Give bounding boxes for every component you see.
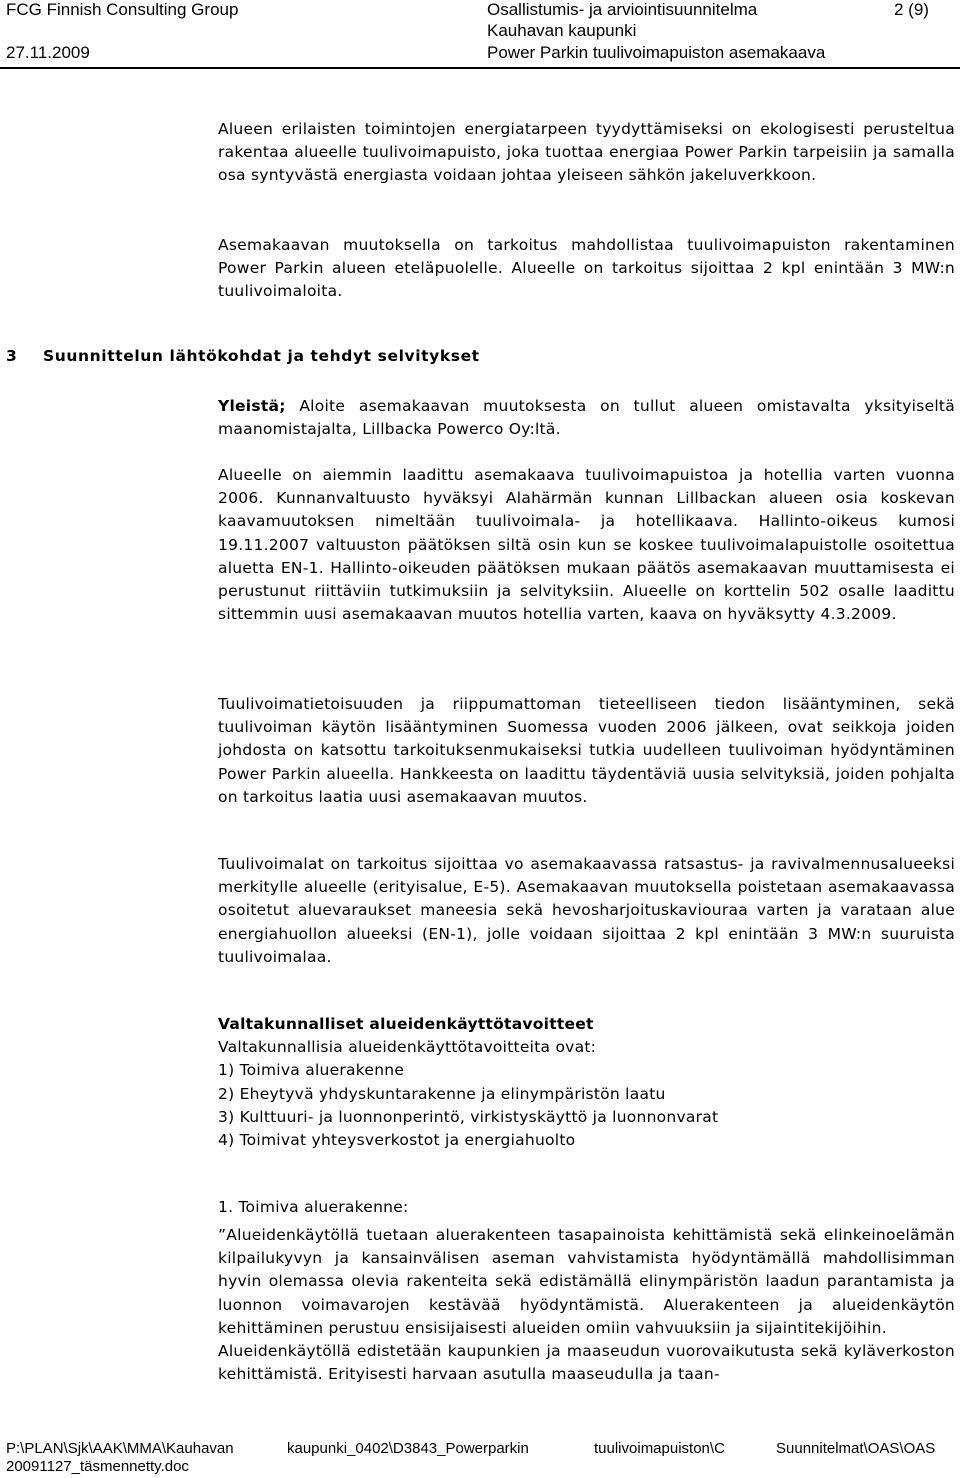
objective-item: 4) Toimivat yhteysverkostot ja energiahuolto	[218, 1131, 576, 1150]
history-text: Alueelle on aiemmin laadittu asemakaava tuulivoimapuistoa ja hotellia varten vuonna 2006. Kunnanvaltuusto hyväksyi Alahärmän kunnan Lillbackan alueen osia koskevan kaavamuutoksen nimeltään tuulivoimala- ja hotellikaava. Hallinto-oikeus kumosi 19.11.2007 valtuuston päätöksen siltä osin kun se koskee tuulivoimalapuistolle osoitettua aluetta EN-1. Hallinto-oikeuden päätöksen mukaan päätös asemakaavan muuttamisesta ei perustunut riittäviin tutkimuksiin ja selvityksiin. Alueelle on korttelin 502 osalle laadittu sittemmin uusi asemakaavan muutos hotellia varten, kaava on hyväksytty 4.3.2009.	[218, 466, 955, 624]
intro-text-2: Asemakaavan muutoksella on tarkoitus mahdollistaa tuulivoimapuiston rakentaminen Power Parkin alueen eteläpuolelle. Alueelle on tarkoitus sijoittaa 2 kpl enintään 3 MW:n tuulivoimaloita.	[218, 236, 955, 301]
company-name: FCG Finnish Consulting Group	[6, 0, 239, 19]
objective-1-block	[218, 1196, 955, 1219]
general-text: Aloite asemakaavan muutoksesta on tullut alueen omistavalta yksityiseltä maanomistajalta, Lillbacka Powerco Oy:ltä.	[218, 397, 955, 439]
footer-path-4: Suunnitelmat\OAS\OAS	[776, 1440, 936, 1457]
page-number: 2 (9)	[894, 0, 929, 19]
section-number: 3	[6, 347, 18, 365]
plan-text: Tuulivoimalat on tarkoitus sijoittaa vo asemakaavassa ratsastus- ja ravivalmennusalueeksi merkitylle alueelle (erityisalue, E-5). Asemakaavan muutoksella poistetaan asemakaavassa osoitetut aluevaraukset maneesia sekä hevosharjoituskaviouraa varten ja varataan alue energiahuollon alueeksi (EN-1), jolle voidaan sijoittaa 2 kpl enintään 3 MW:n suuruista tuulivoimalaa.	[218, 855, 955, 966]
research-paragraph	[218, 693, 955, 809]
footer-path-1: P:\PLAN\Sjk\AAK\MMA\Kauhavan	[6, 1440, 234, 1457]
section-title: Suunnittelun lähtökohdat ja tehdyt selvitykset	[43, 347, 480, 365]
intro-paragraph-1	[218, 118, 955, 188]
objective-1-quote: ”Alueidenkäytöllä tuetaan aluerakenteen tasapainoista kehittämistä sekä elinkeinoelämän kilpailukyvyn ja kansainvälisen aseman vahvistamista hyödyntämällä mahdollisimman hyvin olemassa olevia rakenteita sekä edistämällä elinympäristön laadun parantamista ja luonnon voimavarojen kestävää hyödyntämistä. Aluerakenteen ja alueidenkäytön kehittäminen perustuu ensisijaisesti alueiden omiin vahvuuksiin ja sijaintitekijöihin.	[218, 1226, 955, 1337]
intro-paragraph-2	[218, 234, 955, 304]
research-text: Tuulivoimatietoisuuden ja riippumattoman tieteelliseen tiedon lisääntyminen, sekä tuulivoiman käytön lisääntyminen Suomessa vuoden 2006 jälkeen, ovat seikkoja joiden johdosta on katsottu tarkoituksenmukaiseksi tutkia uudelleen tuulivoiman hyödyntäminen Power Parkin alueella. Hankkeesta on laadittu täydentäviä uusia selvityksiä, joiden pohjalta on tarkoitus laatia uusi asemakaavan muutos.	[218, 695, 955, 806]
document-date: 27.11.2009	[6, 43, 90, 62]
footer-path-2: kaupunki_0402\D3843_Powerparkin	[287, 1440, 529, 1457]
municipality-name: Kauhavan kaupunki	[487, 21, 637, 40]
intro-text-1: Alueen erilaisten toimintojen energiatarpeen tyydyttämiseksi on ekologisesti perusteltua rakentaa alueelle tuulivoimapuisto, joka tuottaa energiaa Power Parkin tarpeisiin ja samalla osa syntyvästä energiasta voidaan johtaa yleiseen sähkön jakeluverkkoon.	[218, 120, 955, 185]
objective-item: 2) Eheytyvä yhdyskuntarakenne ja elinympäristön laatu	[218, 1084, 666, 1103]
header-rule	[0, 67, 960, 69]
general-paragraph	[218, 395, 955, 441]
history-paragraph	[218, 464, 955, 626]
objectives-intro: Valtakunnallisia alueidenkäyttötavoitteita ovat:	[218, 1038, 597, 1057]
objective-item: 1) Toimiva aluerakenne	[218, 1061, 405, 1080]
objectives-heading: Valtakunnalliset alueidenkäyttötavoitteet	[218, 1015, 594, 1033]
objective-1-quote-block	[218, 1224, 955, 1386]
general-label: Yleistä;	[218, 397, 286, 415]
objective-1-continuation: Alueidenkäytöllä edistetään kaupunkien ja maaseudun vuorovaikutusta sekä kyläverkoston kehittämistä. Erityisesti harvaan asutulla maaseudulla ja taan-	[218, 1342, 955, 1384]
objectives-block	[218, 1013, 955, 1152]
project-name: Power Parkin tuulivoimapuiston asemakaava	[487, 43, 826, 62]
document-type: Osallistumis- ja arviointisuunnitelma	[487, 0, 758, 19]
objective-item: 3) Kulttuuri- ja luonnonperintö, virkistyskäyttö ja luonnonvarat	[218, 1107, 719, 1126]
objective-1-title: 1. Toimiva aluerakenne:	[218, 1198, 409, 1216]
footer-filename: 20091127_täsmennetty.doc	[6, 1458, 189, 1475]
footer-path-3: tuulivoimapuiston\C	[594, 1440, 725, 1457]
plan-paragraph	[218, 853, 955, 969]
